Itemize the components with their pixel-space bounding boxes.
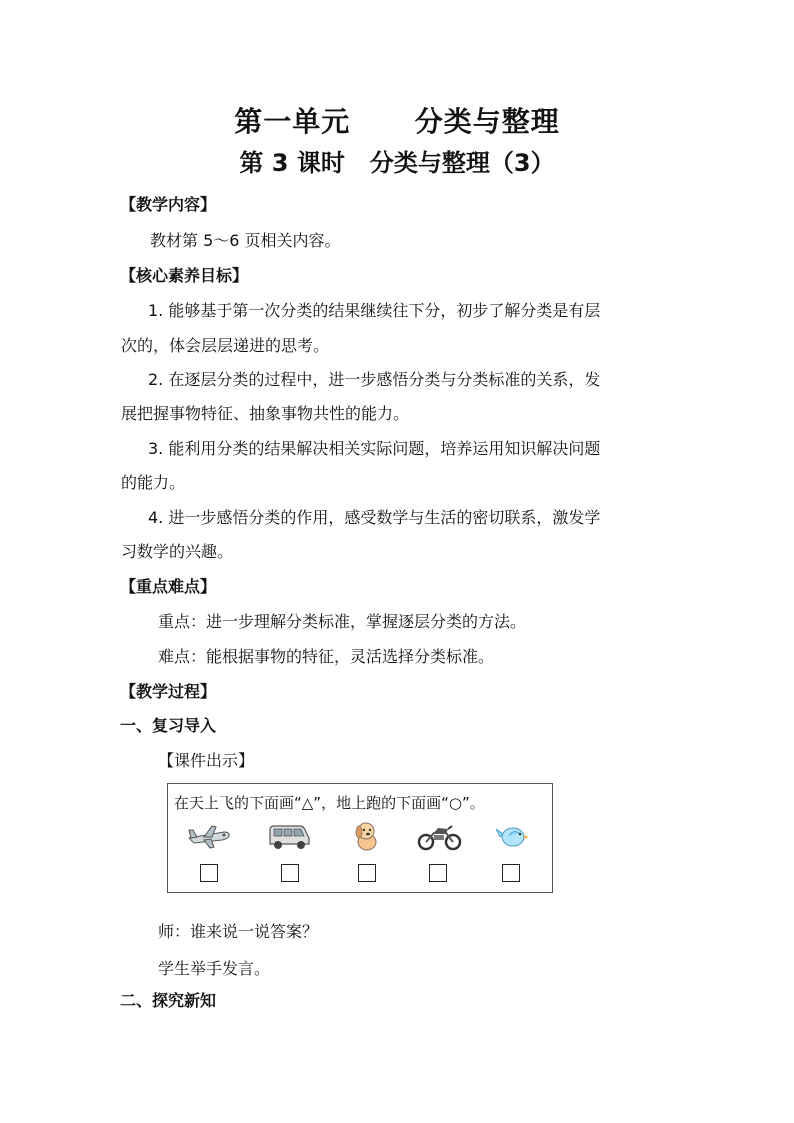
section-process-heading: 【教学过程】	[120, 682, 217, 701]
part-2-heading: 二、探究新知	[120, 991, 217, 1010]
goal-3-line-2: 的能力。	[121, 473, 186, 492]
puppy-icon	[344, 820, 390, 852]
courseware-label: 【课件出示】	[158, 751, 255, 770]
goal-2-line-1: 2. 在逐层分类的过程中，进一步感悟分类与分类标准的关系，发	[148, 370, 601, 389]
goal-4-line-2: 习数学的兴趣。	[121, 542, 234, 561]
difficulty-text: 难点：能根据事物的特征，灵活选择分类标准。	[158, 647, 495, 666]
answer-box-puppy[interactable]	[358, 864, 376, 882]
answer-box-van[interactable]	[281, 864, 299, 882]
goal-1-line-1: 1. 能够基于第一次分类的结果继续往下分，初步了解分类是有层	[148, 301, 601, 320]
airplane-icon	[186, 820, 232, 852]
section-key-heading: 【重点难点】	[120, 577, 217, 596]
student-answer: 学生举手发言。	[158, 959, 271, 978]
lesson-subtitle: 第 3 课时 分类与整理（3）	[239, 149, 555, 177]
answer-box-airplane[interactable]	[200, 864, 218, 882]
goal-4-line-1: 4. 进一步感悟分类的作用，感受数学与生活的密切联系，激发学	[148, 508, 601, 527]
box-instruction: 在天上飞的下面画“△”，地上跑的下面画“○”。	[174, 794, 485, 812]
goal-3-line-1: 3. 能利用分类的结果解决相关实际问题，培养运用知识解决问题	[148, 439, 601, 458]
answer-box-bird[interactable]	[502, 864, 520, 882]
page-title: 第一单元 分类与整理	[234, 105, 560, 138]
teacher-question: 师：谁来说一说答案？	[158, 922, 319, 941]
part-1-heading: 一、复习导入	[120, 716, 217, 735]
section-content-heading: 【教学内容】	[120, 195, 217, 214]
key-point-text: 重点：进一步理解分类标准，掌握逐层分类的方法。	[158, 612, 527, 631]
van-icon	[266, 820, 312, 852]
motorcycle-icon	[416, 820, 462, 852]
bird-icon	[491, 820, 537, 852]
courseware-box	[167, 783, 553, 893]
goal-2-line-2: 展把握事物特征、抽象事物共性的能力。	[121, 404, 410, 423]
section-goals-heading: 【核心素养目标】	[120, 266, 249, 285]
answer-box-motorcycle[interactable]	[429, 864, 447, 882]
content-text: 教材第 5～6 页相关内容。	[150, 231, 341, 250]
goal-1-line-2: 次的，体会层层递进的思考。	[121, 336, 330, 355]
